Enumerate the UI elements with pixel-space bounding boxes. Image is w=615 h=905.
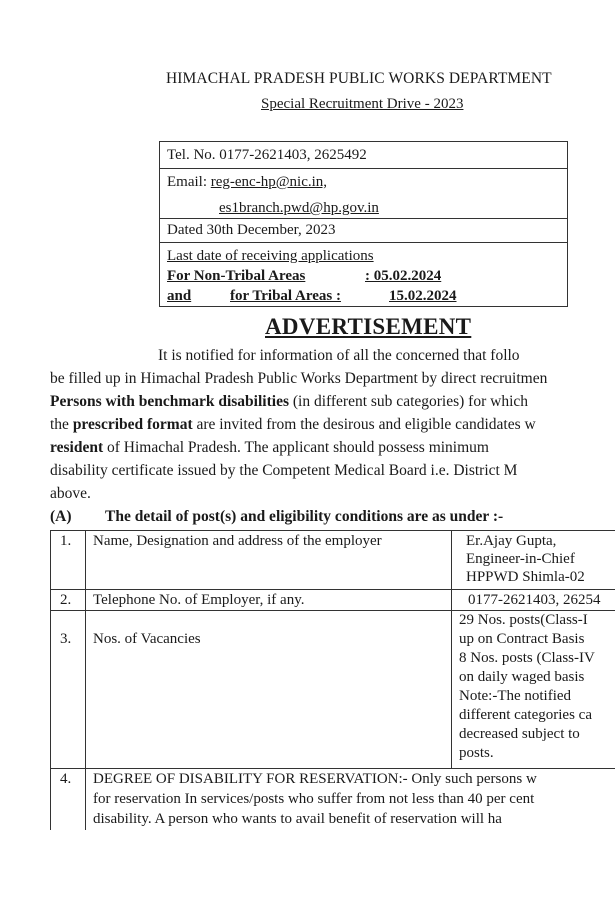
- intro-line-7: above.: [50, 485, 91, 502]
- posts-table: [50, 530, 615, 850]
- last-date-label: Last date of receiving applications: [167, 248, 374, 264]
- dated-text: Dated 30th December, 2023: [167, 222, 336, 238]
- row-4-text-line: disability. A person who wants to avail benefit of reservation will ha: [93, 811, 502, 827]
- telephone-text: Tel. No. 0177-2621403, 2625492: [167, 147, 367, 163]
- intro-line-3-rest: (in different sub categories) for which: [288, 393, 529, 410]
- section-title: The detail of post(s) and eligibility conditions are as under :-: [105, 508, 504, 525]
- row-4-text-line: DEGREE OF DISABILITY FOR RESERVATION:- Only such persons w: [93, 771, 537, 787]
- intro-line-2: be filled up in Himachal Pradesh Public Works Department by direct recruitmen: [50, 370, 548, 387]
- intro-line-5: [50, 439, 489, 457]
- row-1-number: 1.: [60, 533, 72, 549]
- email-line-1: [167, 174, 327, 191]
- intro-line-3: [50, 393, 528, 411]
- row-3-value-line: up on Contract Basis: [459, 631, 585, 647]
- row-3-value-line: on daily waged basis: [459, 669, 585, 685]
- non-tribal-date: : 05.02.2024: [365, 268, 442, 284]
- row-3-value-line: decreased subject to: [459, 726, 580, 742]
- intro-line-4: [50, 416, 536, 434]
- row-3-value-line: 29 Nos. posts(Class-I: [459, 612, 588, 628]
- intro-bold-format: prescribed format: [72, 416, 193, 433]
- section-a-heading: [50, 508, 503, 526]
- row-2-label: Telephone No. of Employer, if any.: [93, 592, 305, 608]
- row-1-label: Name, Designation and address of the employer: [93, 533, 382, 549]
- intro-bold-disabilities: Persons with benchmark disabilities: [50, 393, 289, 410]
- row-4-number: 4.: [60, 771, 72, 787]
- table-rule: [50, 768, 615, 769]
- table-rule: [451, 530, 452, 768]
- tribal-label: for Tribal Areas :: [230, 288, 341, 304]
- intro-line-5-rest: of Himachal Pradesh. The applicant should possess minimum: [103, 439, 489, 456]
- email-link-2[interactable]: es1branch.pwd@hp.gov.in: [219, 200, 379, 216]
- table-rule: [50, 530, 51, 850]
- row-2-number: 2.: [60, 592, 72, 608]
- page-bottom-blank: [0, 830, 615, 905]
- section-number: (A): [50, 508, 72, 525]
- table-rule: [50, 530, 615, 531]
- table-rule: [50, 589, 615, 590]
- row-1-value-line: Er.Ajay Gupta,: [466, 533, 557, 549]
- row-3-value-line: Note:-The notified: [459, 688, 572, 704]
- department-title: HIMACHAL PRADESH PUBLIC WORKS DEPARTMENT: [166, 70, 552, 87]
- tribal-date: 15.02.2024: [389, 288, 457, 304]
- row-2-value-line: 0177-2621403, 26254: [468, 592, 601, 608]
- last-date-row: [160, 243, 567, 308]
- email-row: [160, 169, 567, 219]
- row-3-value-line: posts.: [459, 745, 494, 761]
- row-3-number: 3.: [60, 631, 72, 647]
- row-1-value-line: Engineer-in-Chief: [466, 551, 575, 567]
- tribal-and-label: and: [167, 288, 192, 304]
- non-tribal-label: For Non-Tribal Areas: [167, 268, 306, 284]
- table-rule: [50, 610, 615, 611]
- dated-row: [160, 219, 567, 243]
- intro-line-4-rest: are invited from the desirous and eligible candidates w: [192, 416, 536, 433]
- row-3-label: Nos. of Vacancies: [93, 631, 201, 647]
- intro-bold-resident: resident: [50, 439, 104, 456]
- row-1-value-line: HPPWD Shimla-02: [466, 569, 585, 585]
- row-4-text-line: for reservation In services/posts who suffer from not less than 40 per cent: [93, 791, 535, 807]
- row-3-value-line: 8 Nos. posts (Class-IV: [459, 650, 595, 666]
- recruitment-drive-title: Special Recruitment Drive - 2023: [261, 96, 464, 112]
- contact-info-box: [159, 141, 568, 307]
- advertisement-heading: ADVERTISEMENT: [265, 314, 472, 339]
- tel-row: [160, 142, 567, 169]
- table-rule: [85, 530, 86, 850]
- email-link-1[interactable]: reg-enc-hp@nic.in,: [210, 174, 328, 190]
- intro-line-1: It is notified for information of all the concerned that follo: [158, 347, 520, 364]
- intro-line-6: disability certificate issued by the Competent Medical Board i.e. District M: [50, 462, 518, 479]
- email-label: Email:: [167, 174, 211, 190]
- intro-line-4-pre: the: [50, 416, 73, 433]
- row-3-value-line: different categories ca: [459, 707, 592, 723]
